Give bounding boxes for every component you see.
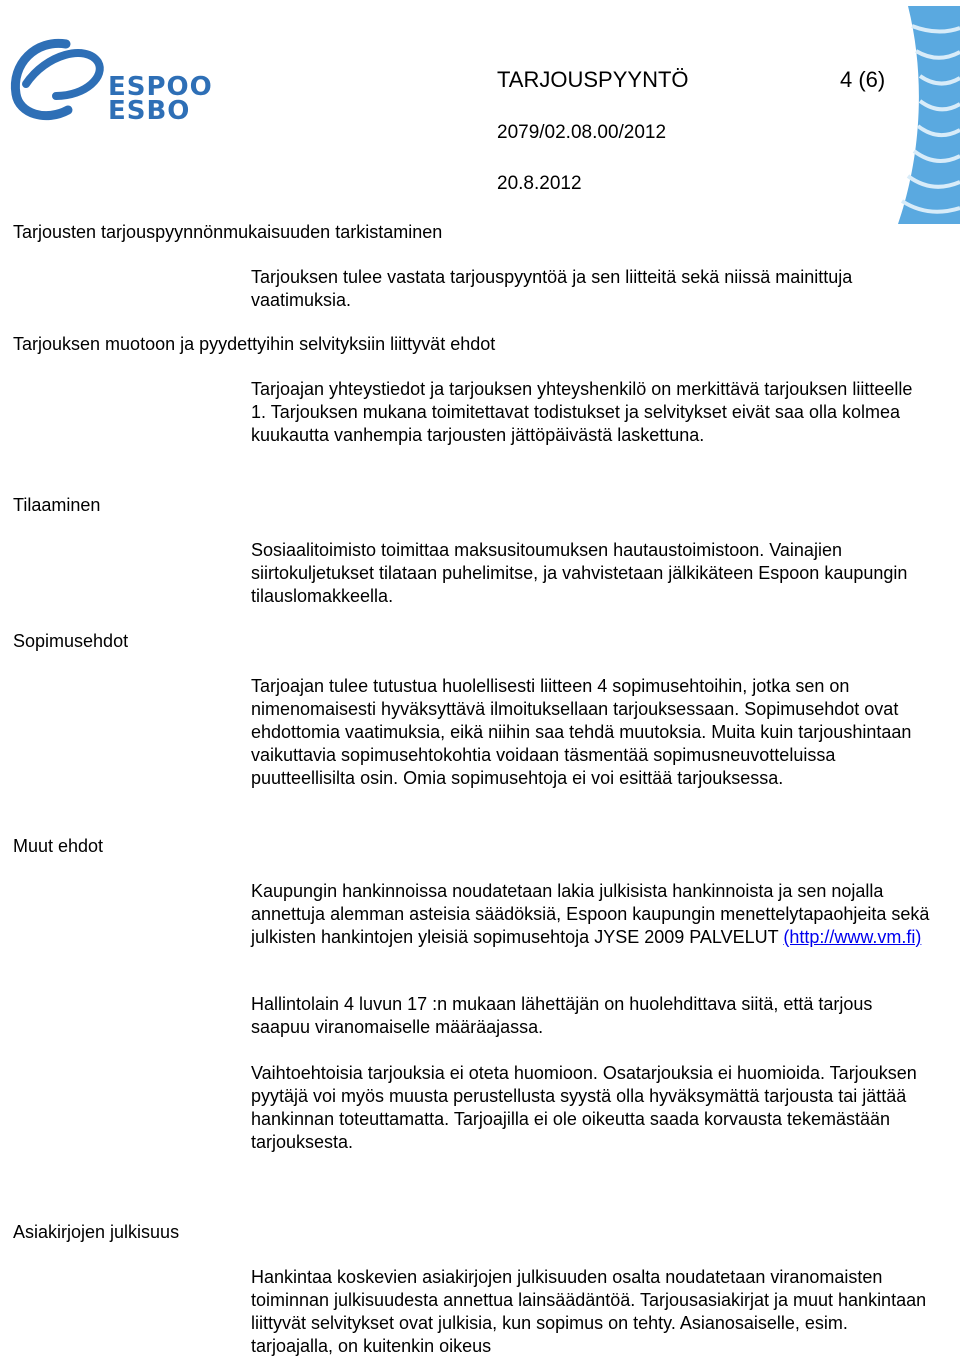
paragraph-other-3-text: Vaihtoehtoisia tarjouksia ei oteta huomioon. Osatarjouksia ei huomioida. Tarjouksen pyytäjä voi myös muusta perustellusta syystä olla hyväksymättä tarjousta tai jättää hankinnan toteuttamatta. Tarjoajilla ei ole oikeutta saada korvausta tekemästään tarjouksesta. — [251, 1063, 917, 1152]
paragraph-contract-terms — [251, 675, 931, 790]
paragraph-ordering — [251, 539, 931, 608]
paragraph-other-terms-3 — [251, 1062, 931, 1154]
paragraph-form-conditions — [251, 378, 931, 447]
heading-conformity: Tarjousten tarjouspyynnönmukaisuuden tarkistaminen — [13, 222, 443, 242]
wave-pattern-icon — [898, 6, 960, 224]
paragraph-form-text: Tarjoajan yhteystiedot ja tarjouksen yhteyshenkilö on merkittävä tarjouksen liitteelle 1. Tarjouksen mukana toimitettavat todistukset ja selvitykset eivät saa olla kolmea kuukautta vanhempia tarjousten jättöpäivästä laskettuna. — [251, 379, 913, 445]
espoo-logo-mark-icon — [6, 34, 106, 124]
page-number: 4 (6) — [840, 67, 886, 92]
paragraph-contract-text: Tarjoajan tulee tutustua huolellisesti liitteen 4 sopimusehtoihin, jotka sen on nimenomaisesti hyväksyttävä ilmoituksellaan tarjouksessaan. Sopimusehdot ovat ehdottomia vaatimuksia, eikä niihin saa tehdä muutoksia. Muita kuin tarjoushintaan vaikuttavia sopimusehtokohtia voidaan täsmentää sopimusneuvotteluissa puutteellisilta osin. Omia sopimusehtoja ei voi esittää tarjouksessa. — [251, 676, 912, 788]
espoo-logo — [6, 34, 213, 126]
paragraph-conformity — [251, 266, 931, 312]
heading-form-conditions: Tarjouksen muotoon ja pyydettyihin selvityksiin liittyvät ehdot — [13, 334, 496, 354]
document-date: 20.8.2012 — [497, 173, 582, 194]
paragraph-ordering-text: Sosiaalitoimisto toimittaa maksusitoumuksen hautaustoimistoon. Vainajien siirtokuljetukset tilataan puhelimitse, ja vahvistetaan jälkikäteen Espoon kaupungin tilauslomakkeella. — [251, 540, 908, 606]
paragraph-document-publicity — [251, 1266, 931, 1358]
heading-ordering: Tilaaminen — [13, 495, 101, 515]
paragraph-conformity-text: Tarjouksen tulee vastata tarjouspyyntöä ja sen liitteitä sekä niissä mainittuja vaatimuksia. — [251, 267, 853, 310]
decorative-wave-graphic — [898, 6, 960, 224]
paragraph-other-terms-2 — [251, 993, 931, 1039]
document-type: TARJOUSPYYNTÖ — [497, 67, 689, 92]
vm-fi-link[interactable]: (http://www.vm.fi) — [783, 927, 922, 947]
heading-other-terms: Muut ehdot — [13, 836, 104, 856]
paragraph-other-1-container — [251, 880, 931, 949]
logo-text-espoo: ESPOO — [108, 72, 213, 102]
heading-document-publicity: Asiakirjojen julkisuus — [13, 1222, 180, 1242]
paragraph-other-2-text: Hallintolain 4 luvun 17 :n mukaan lähettäjän on huolehdittava siitä, että tarjous saapuu viranomaiselle määräajassa. — [251, 994, 873, 1037]
heading-contract-terms: Sopimusehdot — [13, 631, 129, 651]
paragraph-other-terms-1 — [251, 880, 931, 949]
reference-number: 2079/02.08.00/2012 — [497, 122, 667, 143]
paragraph-public-text: Hankintaa koskevien asiakirjojen julkisuuden osalta noudatetaan viranomaisten toiminnan julkisuudesta annettua lainsäädäntöä. Tarjousasiakirjat ja muut hankintaan liittyvät selvitykset ovat julkisia, kun sopimus on tehty. Asianosaiselle, esim. tarjoajalla, on kuitenkin oikeus — [251, 1267, 927, 1356]
logo-text-esbo: ESBO — [108, 96, 191, 126]
paragraph-other-1-text: Kaupungin hankinnoissa noudatetaan lakia julkisista hankinnoista ja sen nojalla annettuja alemman asteisia säädöksiä, Espoon kaupungin menettelytapaohjeita sekä julkisten hankintojen yleisiä sopimusehtoja JYSE 2009 PALVELUT — [251, 881, 930, 947]
